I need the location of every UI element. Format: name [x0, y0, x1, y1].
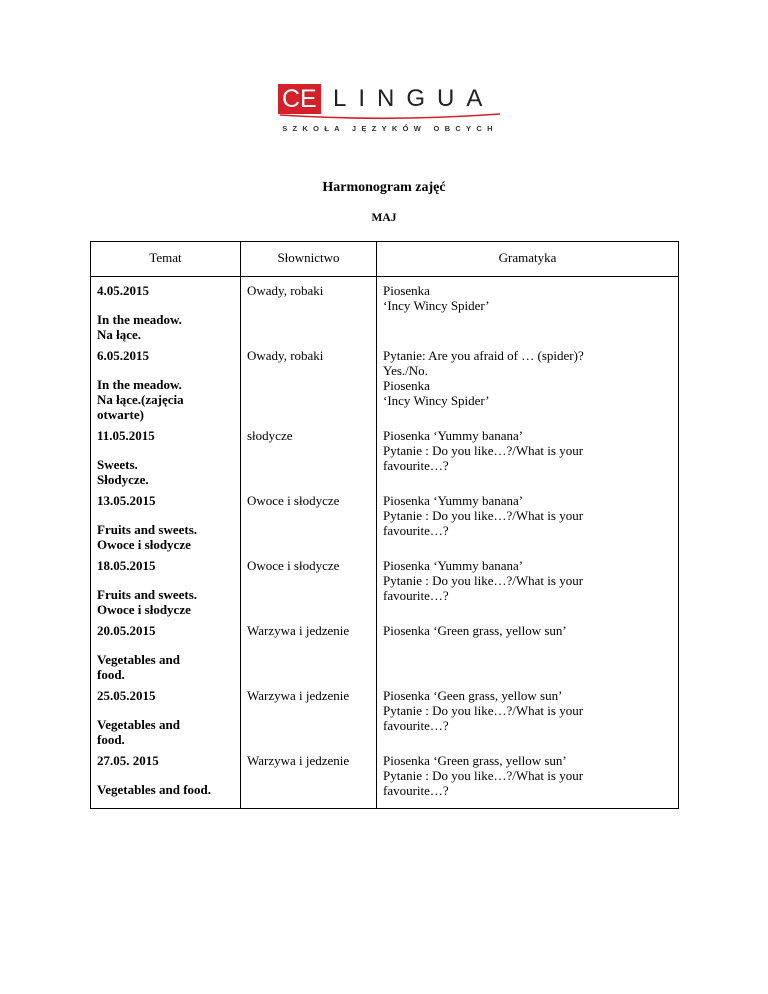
topic-line: Na łące.(zajęcia — [97, 392, 184, 407]
grammar-line: Piosenka ‘Yummy banana’ — [383, 493, 524, 508]
grammar-cell — [377, 342, 679, 422]
grammar-line: favourite…? — [383, 458, 449, 473]
vocabulary-cell: Warzywa i jedzenie — [241, 747, 377, 809]
grammar-cell — [377, 682, 679, 747]
topic-cell — [91, 617, 241, 682]
page-title: Harmonogram zajęć — [322, 180, 446, 195]
topic-line: Fruits and sweets. — [97, 587, 198, 602]
table-header-row — [91, 242, 679, 277]
lesson-date: 27.05. 2015 — [97, 753, 159, 768]
topic-line: In the meadow. — [97, 312, 182, 327]
topic-line: Vegetables and food. — [97, 782, 212, 797]
topic-cell — [91, 747, 241, 809]
lesson-date: 25.05.2015 — [97, 688, 156, 703]
vocabulary-cell: słodycze — [241, 422, 377, 487]
table-row — [91, 617, 679, 682]
lesson-topic — [97, 457, 234, 487]
vocabulary-cell: Owoce i słodycze — [241, 552, 377, 617]
grammar-line: Piosenka ‘Green grass, yellow sun’ — [383, 753, 567, 768]
topic-cell — [91, 682, 241, 747]
lesson-date: 4.05.2015 — [97, 283, 149, 298]
celingua-logo — [278, 84, 502, 136]
header-gramatyka: Gramatyka — [377, 242, 679, 277]
topic-line: Sweets. — [97, 457, 138, 472]
lesson-topic — [97, 782, 234, 797]
topic-line: Owoce i słodycze — [97, 602, 191, 617]
table-row — [91, 277, 679, 343]
vocabulary-cell: Owoce i słodycze — [241, 487, 377, 552]
grammar-line: ‘Incy Wincy Spider’ — [383, 298, 490, 313]
grammar-line: Pytanie : Do you like…?/What is your — [383, 573, 584, 588]
header-temat: Temat — [91, 242, 241, 277]
grammar-line: favourite…? — [383, 588, 449, 603]
topic-line: food. — [97, 667, 125, 682]
grammar-line: Pytanie : Do you like…?/What is your — [383, 508, 584, 523]
topic-cell — [91, 422, 241, 487]
lesson-date: 13.05.2015 — [97, 493, 156, 508]
grammar-cell — [377, 617, 679, 682]
logo-ce-block: CE — [278, 84, 321, 114]
topic-cell — [91, 487, 241, 552]
lesson-topic — [97, 652, 234, 682]
topic-line: food. — [97, 732, 125, 747]
grammar-line: Yes./No. — [383, 363, 428, 378]
topic-line: otwarte) — [97, 407, 144, 422]
grammar-line: Piosenka — [383, 378, 430, 393]
vocabulary-cell: Owady, robaki — [241, 342, 377, 422]
topic-line: Na łące. — [97, 327, 142, 342]
page-subtitle: MAJ — [371, 212, 397, 224]
grammar-cell — [377, 747, 679, 809]
grammar-cell — [377, 552, 679, 617]
table-row — [91, 552, 679, 617]
lesson-date: 11.05.2015 — [97, 428, 155, 443]
topic-line: Vegetables and — [97, 717, 180, 732]
topic-cell — [91, 342, 241, 422]
grammar-line: ‘Incy Wincy Spider’ — [383, 393, 490, 408]
table-row — [91, 682, 679, 747]
logo-tagline: SZKOŁA JĘZYKÓW OBCYCH — [282, 124, 498, 133]
lesson-date: 20.05.2015 — [97, 623, 156, 638]
grammar-line: favourite…? — [383, 523, 449, 538]
table-row — [91, 422, 679, 487]
header-slownictwo: Słownictwo — [241, 242, 377, 277]
topic-line: Owoce i słodycze — [97, 537, 191, 552]
grammar-line: Pytanie: Are you afraid of … (spider)? — [383, 348, 584, 363]
grammar-line: Pytanie : Do you like…?/What is your — [383, 703, 584, 718]
vocabulary-cell: Warzywa i jedzenie — [241, 682, 377, 747]
logo-wordmark: LINGUA — [333, 85, 495, 112]
grammar-line: Piosenka — [383, 283, 430, 298]
grammar-line: Piosenka ‘Green grass, yellow sun’ — [383, 623, 567, 638]
logo-swoosh-icon — [278, 112, 502, 120]
lesson-topic — [97, 587, 234, 617]
grammar-cell — [377, 422, 679, 487]
table-row — [91, 747, 679, 809]
lesson-topic — [97, 312, 234, 342]
table-row — [91, 487, 679, 552]
topic-line: Słodycze. — [97, 472, 149, 487]
lesson-date: 6.05.2015 — [97, 348, 149, 363]
lesson-date: 18.05.2015 — [97, 558, 156, 573]
schedule-table — [90, 241, 679, 809]
grammar-line: Pytanie : Do you like…?/What is your — [383, 768, 584, 783]
grammar-line: Piosenka ‘Yummy banana’ — [383, 428, 524, 443]
grammar-cell — [377, 277, 679, 343]
vocabulary-cell: Owady, robaki — [241, 277, 377, 343]
grammar-line: Piosenka ‘Geen grass, yellow sun’ — [383, 688, 563, 703]
vocabulary-cell: Warzywa i jedzenie — [241, 617, 377, 682]
lesson-topic — [97, 522, 234, 552]
topic-line: In the meadow. — [97, 377, 182, 392]
grammar-line: favourite…? — [383, 718, 449, 733]
table-row — [91, 342, 679, 422]
grammar-line: Pytanie : Do you like…?/What is your — [383, 443, 584, 458]
grammar-cell — [377, 487, 679, 552]
topic-line: Fruits and sweets. — [97, 522, 198, 537]
lesson-topic — [97, 717, 234, 747]
grammar-line: Piosenka ‘Yummy banana’ — [383, 558, 524, 573]
grammar-line: favourite…? — [383, 783, 449, 798]
topic-cell — [91, 552, 241, 617]
topic-cell — [91, 277, 241, 343]
lesson-topic — [97, 377, 234, 422]
topic-line: Vegetables and — [97, 652, 180, 667]
